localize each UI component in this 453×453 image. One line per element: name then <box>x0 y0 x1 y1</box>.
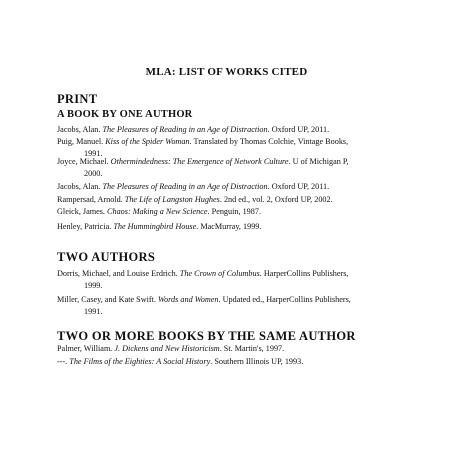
section-heading-print: PRINT <box>57 92 98 106</box>
citation-entry: Dorris, Michael, and Louise Erdrich. The Crown of Columbus. HarperCollins Publishers, 1999. <box>57 269 349 291</box>
section-heading-same-author: TWO OR MORE BOOKS BY THE SAME AUTHOR <box>57 329 356 343</box>
citation-entry: Rampersad, Arnold. The Life of Langston Hughes. 2nd ed., vol. 2, Oxford UP, 2002. <box>57 195 333 204</box>
citation-entry: ---. The Films of the Eighties: A Social History. Southern Illinois UP, 1993. <box>57 357 304 366</box>
page-title: MLA: LIST OF WORKS CITED <box>145 66 308 78</box>
subheading-one-author: A BOOK BY ONE AUTHOR <box>57 109 193 120</box>
citation-entry: Gleick, James. Chaos: Making a New Science. Penguin, 1987. <box>57 207 261 216</box>
citation-entry: Joyce, Michael. Othermindedness: The Emergence of Network Culture. U of Michigan P, 2000. <box>57 157 349 179</box>
citation-entry: Puig, Manuel. Kiss of the Spider Woman. Translated by Thomas Colchie, Vintage Books, 1991. <box>57 137 349 159</box>
section-heading-two-authors: TWO AUTHORS <box>57 250 156 264</box>
citation-entry: Miller, Casey, and Kate Swift. Words and Women. Updated ed., HarperCollins Publishers, 1991. <box>57 295 351 317</box>
citation-entry: Palmer, William. J. Dickens and New Historicism. St. Martin's, 1997. <box>57 344 285 353</box>
citation-entry: Jacobs, Alan. The Pleasures of Reading in an Age of Distraction. Oxford UP, 2011. <box>57 125 330 134</box>
citation-entry: Jacobs, Alan. The Pleasures of Reading in an Age of Distraction. Oxford UP, 2011. <box>57 182 330 191</box>
citation-entry: Henley, Patricia. The Hummingbird House. MacMurray, 1999. <box>57 222 262 231</box>
